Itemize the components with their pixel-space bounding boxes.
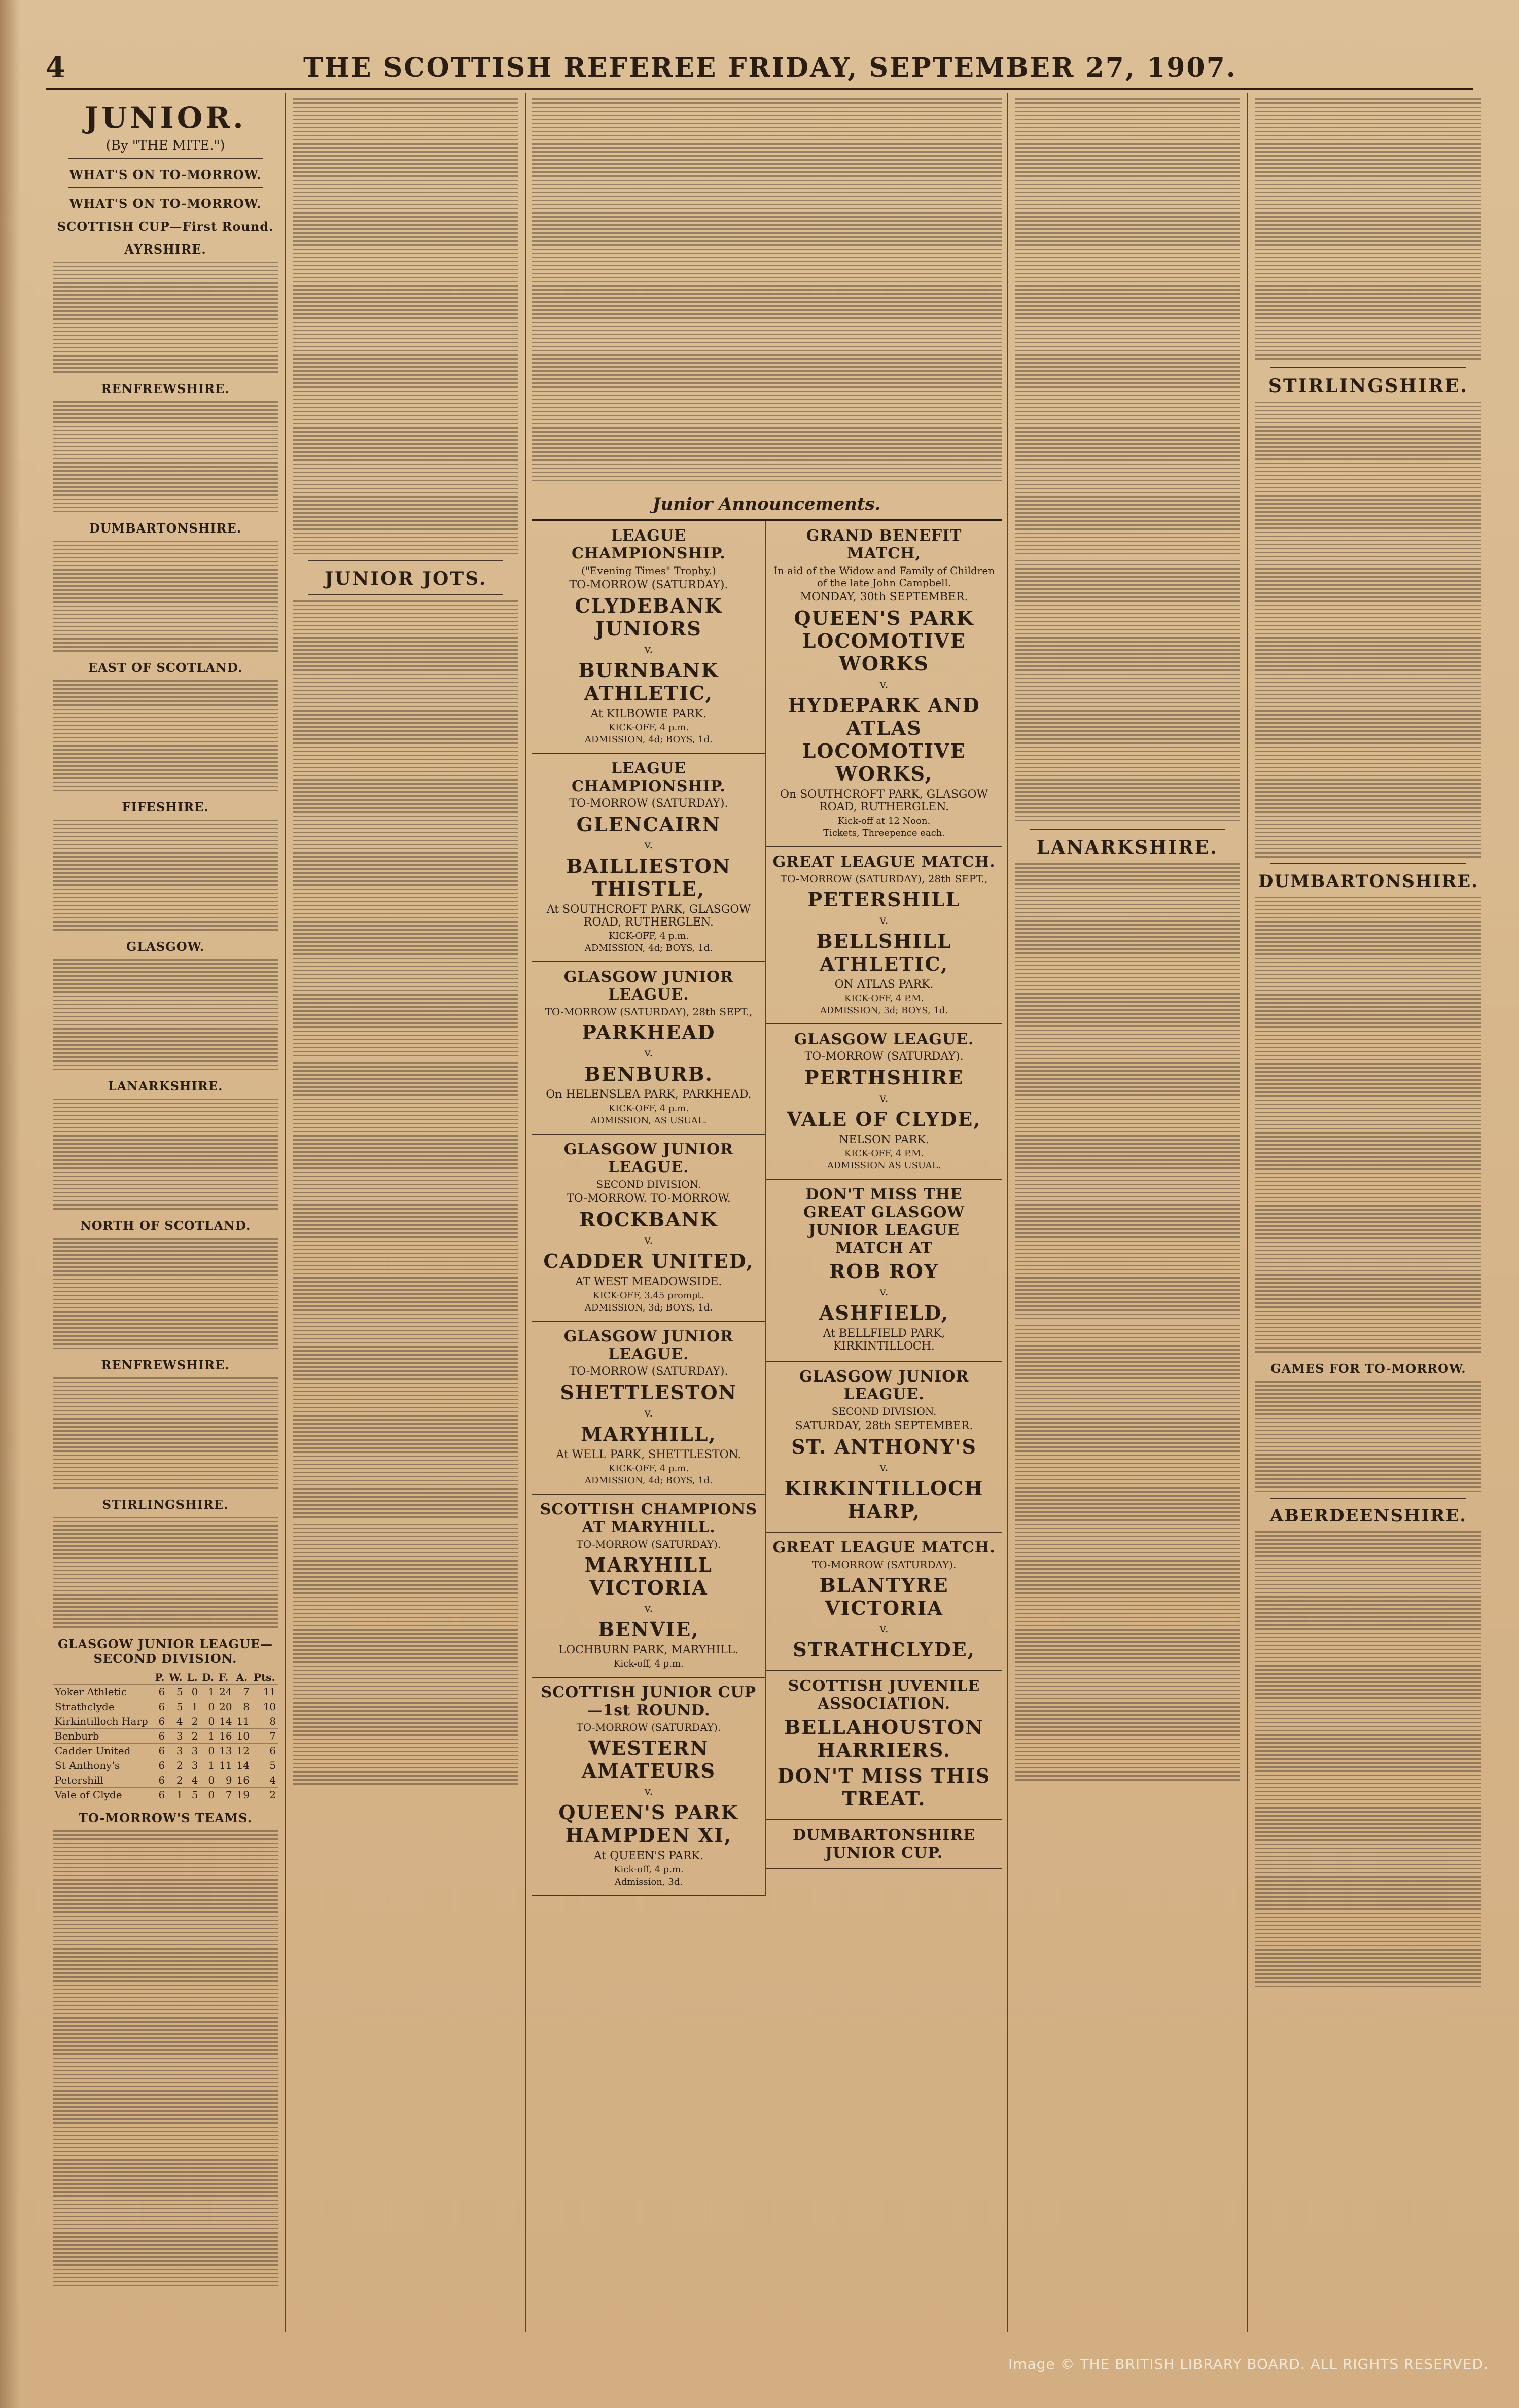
venue: LOCHBURN PARK, MARYHILL. — [558, 1644, 739, 1656]
region-heading: STIRLINGSHIRE. — [102, 1497, 229, 1512]
divider — [68, 158, 263, 159]
lanarkshire-text — [1015, 1325, 1240, 1781]
region-heading: RENFREWSHIRE. — [101, 381, 230, 396]
versus: v. — [879, 1286, 889, 1298]
kick-off: Kick-off, 4 p.m. — [614, 1658, 684, 1669]
region-heading: LANARKSHIRE. — [108, 1079, 223, 1093]
advert-date: TO-MORROW (SATURDAY). — [804, 1050, 964, 1063]
admission: ADMISSION, 4d; BOYS, 1d. — [584, 943, 713, 953]
advert-title: DUMBARTONSHIRE JUNIOR CUP. — [792, 1826, 976, 1862]
advert-subtitle: TO-MORROW (SATURDAY), 28th SEPT., — [780, 873, 988, 885]
advert-subtitle: TO-MORROW (SATURDAY). — [576, 1538, 721, 1550]
advert-date: TO-MORROW (SATURDAY). — [569, 579, 728, 591]
versus: v. — [644, 643, 653, 656]
stat-cell: 1 — [200, 1685, 217, 1699]
match-advert — [532, 1495, 765, 1678]
region-heading: DUMBARTONSHIRE. — [89, 521, 242, 536]
stat-cell: 10 — [234, 1729, 252, 1744]
whats-on-heading: WHAT'S ON TO-MORROW. — [69, 167, 262, 182]
admission: ADMISSION, 3d; BOYS, 1d. — [584, 1302, 713, 1313]
stat-cell: 14 — [234, 1758, 252, 1773]
advert-subtitle: TO-MORROW (SATURDAY), 28th SEPT., — [545, 1006, 753, 1018]
advert-subtitle: In aid of the Widow and Family of Children of the late John Campbell. — [773, 564, 995, 589]
venue: At QUEEN'S PARK. — [593, 1850, 703, 1862]
stat-cell: 2 — [185, 1714, 200, 1729]
stat-cell: 1 — [200, 1758, 217, 1773]
column-6 — [1248, 93, 1489, 2332]
advert-title: SCOTTISH CHAMPIONS AT MARYHILL. — [540, 1501, 758, 1536]
stat-cell: 1 — [167, 1788, 185, 1802]
region-heading: EAST OF SCOTLAND. — [88, 660, 243, 675]
venue: NELSON PARK. — [839, 1134, 930, 1146]
advert-subtitle: TO-MORROW (SATURDAY). — [576, 1721, 721, 1733]
advert-title: SCOTTISH JUVENILE ASSOCIATION. — [788, 1677, 980, 1713]
divider — [1270, 367, 1466, 368]
away-team: STRATHCLYDE, — [793, 1638, 975, 1661]
away-team: KIRKINTILLOCH HARP, — [784, 1477, 984, 1522]
jots-text — [293, 1062, 518, 1518]
stat-cell: 10 — [252, 1699, 278, 1714]
divider — [308, 594, 503, 595]
team-name: Kirkintilloch Harp — [53, 1714, 153, 1729]
team-name: Strathclyde — [53, 1699, 153, 1714]
away-team: MARYHILL, — [581, 1423, 717, 1445]
table-row — [53, 1773, 278, 1788]
versus: v. — [879, 1461, 889, 1474]
fixture-list — [53, 401, 278, 513]
team-name: Cadder United — [53, 1744, 153, 1758]
advert-subtitle: ("Evening Times" Trophy.) — [581, 564, 716, 577]
fixture-list — [53, 1099, 278, 1210]
stat-cell: 8 — [252, 1714, 278, 1729]
match-advert — [766, 847, 1001, 1024]
stat-cell: 12 — [234, 1744, 252, 1758]
stat-cell: 20 — [217, 1699, 234, 1714]
stat-cell: 7 — [234, 1685, 252, 1699]
league-table — [53, 1670, 278, 1802]
divider — [1030, 829, 1225, 830]
col-header: L. — [185, 1670, 200, 1685]
kick-off: KICK-OFF, 4 p.m. — [608, 1463, 689, 1474]
versus: v. — [879, 1092, 889, 1105]
match-advert — [766, 521, 1001, 847]
admission: ADMISSION, AS USUAL. — [590, 1115, 707, 1126]
stat-cell: 11 — [217, 1758, 234, 1773]
team-name: Vale of Clyde — [53, 1788, 153, 1802]
stat-cell: 3 — [167, 1744, 185, 1758]
column-1 — [46, 93, 286, 2332]
cup-round-heading: SCOTTISH CUP—First Round. — [57, 219, 274, 234]
fixture-list — [53, 1377, 278, 1489]
away-team: CADDER UNITED, — [543, 1250, 754, 1272]
stat-cell: 5 — [252, 1758, 278, 1773]
home-team: ROB ROY — [829, 1260, 939, 1283]
table-row — [53, 1744, 278, 1758]
fixture-list — [53, 1238, 278, 1350]
admission: ADMISSION, 4d; BOYS, 1d. — [584, 1475, 713, 1486]
stat-cell: 0 — [200, 1788, 217, 1802]
col-header: F. — [217, 1670, 234, 1685]
divider — [308, 560, 503, 561]
stat-cell: 6 — [153, 1758, 167, 1773]
stat-cell: 3 — [185, 1744, 200, 1758]
home-team: PERTHSHIRE — [804, 1066, 964, 1089]
admission: Tickets, Threepence each. — [823, 828, 945, 838]
stat-cell: 5 — [167, 1685, 185, 1699]
column-text-top — [532, 98, 1001, 484]
home-team: WESTERN AMATEURS — [581, 1737, 716, 1782]
col-header: W. — [167, 1670, 185, 1685]
table-row — [53, 1699, 278, 1714]
aberdeenshire-title: ABERDEENSHIRE. — [1269, 1506, 1467, 1526]
match-advert — [532, 1322, 765, 1495]
home-team: BLANTYRE VICTORIA — [819, 1574, 949, 1619]
stat-cell: 7 — [217, 1788, 234, 1802]
versus: v. — [644, 1234, 653, 1247]
page-number: 4 — [46, 51, 67, 84]
teams-text — [53, 1830, 278, 2287]
versus: v. — [879, 1622, 889, 1635]
whats-on-heading-2: WHAT'S ON TO-MORROW. — [69, 196, 262, 211]
fixture-list — [53, 541, 278, 652]
match-advert — [766, 1024, 1001, 1180]
match-advert — [532, 754, 765, 962]
stat-cell: 2 — [185, 1729, 200, 1744]
advert-title: LEAGUE CHAMPIONSHIP. — [571, 760, 726, 795]
venue: On SOUTHCROFT PARK, GLASGOW ROAD, RUTHERGLEN. — [780, 788, 988, 813]
table-row — [53, 1758, 278, 1773]
jots-text — [293, 600, 518, 1057]
stat-cell: 9 — [217, 1773, 234, 1788]
lanarkshire-text — [1015, 863, 1240, 1320]
fixture-list — [53, 959, 278, 1071]
venue: On HELENSLEA PARK, PARKHEAD. — [546, 1088, 752, 1101]
stat-cell: 6 — [153, 1685, 167, 1699]
stat-cell: 2 — [252, 1788, 278, 1802]
masthead: THE SCOTTISH REFEREE FRIDAY, SEPTEMBER 27, 1907. — [303, 52, 1237, 83]
venue: At SOUTHCROFT PARK, GLASGOW ROAD, RUTHERGLEN. — [546, 903, 751, 929]
advert-title: GLASGOW JUNIOR LEAGUE. — [563, 1141, 734, 1176]
team-name: Petershill — [53, 1773, 153, 1788]
stat-cell: 11 — [234, 1714, 252, 1729]
match-advert — [532, 1135, 765, 1322]
away-team: BENBURB. — [584, 1063, 713, 1085]
advert-subtitle: SECOND DIVISION. — [596, 1178, 701, 1190]
home-team: MARYHILL VICTORIA — [584, 1553, 713, 1599]
match-advert — [766, 1180, 1001, 1362]
fixture-list — [53, 820, 278, 931]
versus: v. — [644, 839, 653, 852]
venue: AT WEST MEADOWSIDE. — [575, 1276, 722, 1288]
stirlingshire-text — [1255, 402, 1481, 858]
fixture-list — [53, 262, 278, 373]
continued-lineups — [293, 98, 518, 555]
dumbartonshire-title: DUMBARTONSHIRE. — [1258, 871, 1478, 892]
match-advert — [766, 1671, 1001, 1820]
page-fold-shadow — [0, 0, 20, 2408]
junior-title: JUNIOR. — [84, 100, 246, 135]
aberdeenshire-text — [1255, 1531, 1481, 1988]
stat-cell: 4 — [252, 1773, 278, 1788]
announcements-grid — [532, 521, 1001, 1896]
col-header: P. — [153, 1670, 167, 1685]
home-team: ROCKBANK — [579, 1208, 718, 1231]
teams-heading: TO-MORROW'S TEAMS. — [79, 1811, 253, 1825]
stirlingshire-title: STIRLINGSHIRE. — [1268, 375, 1468, 397]
home-team: CLYDEBANK JUNIORS — [575, 594, 723, 640]
announcements-block — [526, 93, 1007, 2332]
versus: v. — [644, 1785, 653, 1798]
stat-cell: 3 — [185, 1758, 200, 1773]
games-heading: GAMES FOR TO-MORROW. — [1270, 1361, 1466, 1376]
col-header: D. — [200, 1670, 217, 1685]
stat-cell: 8 — [234, 1699, 252, 1714]
table-row — [53, 1714, 278, 1729]
stat-cell: 16 — [217, 1729, 234, 1744]
page-header — [46, 47, 1473, 90]
stat-cell: 5 — [167, 1699, 185, 1714]
advert-title: GREAT LEAGUE MATCH. — [772, 853, 996, 871]
stat-cell: 3 — [167, 1729, 185, 1744]
jots-title: JUNIOR JOTS. — [325, 568, 487, 589]
announcements-title: Junior Announcements. — [532, 489, 1001, 521]
stat-cell: 1 — [185, 1699, 200, 1714]
column-text — [1255, 98, 1481, 362]
away-team: VALE OF CLYDE, — [787, 1108, 981, 1130]
match-advert — [532, 521, 765, 754]
jots-text — [293, 1524, 518, 1787]
team-name: St Anthony's — [53, 1758, 153, 1773]
stat-cell: 1 — [200, 1729, 217, 1744]
versus: v. — [879, 914, 889, 927]
junior-byline: (By "THE MITE.") — [105, 138, 225, 153]
admission: ADMISSION AS USUAL. — [827, 1160, 941, 1171]
divider — [1270, 863, 1466, 864]
stat-cell: 7 — [252, 1729, 278, 1744]
kick-off: Kick-off at 12 Noon. — [837, 816, 931, 826]
home-team: QUEEN'S PARK LOCOMOTIVE WORKS — [794, 607, 974, 675]
stat-cell: 0 — [200, 1699, 217, 1714]
versus: v. — [644, 1602, 653, 1615]
table-row — [53, 1788, 278, 1802]
admission: Admission, 3d. — [614, 1876, 683, 1887]
ads-right-column — [766, 521, 1001, 1896]
advert-title: GLASGOW JUNIOR LEAGUE. — [563, 968, 734, 1004]
stat-cell: 2 — [167, 1773, 185, 1788]
kick-off: KICK-OFF, 3.45 prompt. — [593, 1290, 704, 1301]
stat-cell: 4 — [167, 1714, 185, 1729]
stat-cell: 6 — [153, 1729, 167, 1744]
advert-date: TO-MORROW (SATURDAY). — [569, 1365, 728, 1378]
column-text — [1015, 560, 1240, 824]
away-team: BENVIE, — [598, 1618, 699, 1641]
home-team: BELLAHOUSTON HARRIERS. — [784, 1716, 984, 1761]
home-team: PARKHEAD — [582, 1021, 716, 1044]
stat-cell: 5 — [185, 1788, 200, 1802]
team-name: Yoker Athletic — [53, 1685, 153, 1699]
stat-cell: 2 — [167, 1758, 185, 1773]
away-team: BELLSHILL ATHLETIC, — [816, 930, 952, 975]
away-team: BURNBANK ATHLETIC, — [578, 659, 719, 704]
divider — [68, 187, 263, 188]
stat-cell: 0 — [200, 1773, 217, 1788]
lanarkshire-title: LANARKSHIRE. — [1036, 837, 1218, 858]
away-team: QUEEN'S PARK HAMPDEN XI, — [558, 1801, 739, 1847]
venue: At KILBOWIE PARK. — [590, 707, 707, 720]
league-table-header — [53, 1670, 278, 1685]
image-credit: Image © THE BRITISH LIBRARY BOARD. ALL RIGHTS RESERVED. — [1008, 2356, 1489, 2372]
stat-cell: 6 — [153, 1699, 167, 1714]
advert-title: LEAGUE CHAMPIONSHIP. — [571, 527, 726, 562]
advert-title: GLASGOW JUNIOR LEAGUE. — [563, 1328, 734, 1363]
stat-cell: 0 — [200, 1744, 217, 1758]
advert-subtitle: SECOND DIVISION. — [831, 1405, 937, 1418]
venue: ON ATLAS PARK. — [834, 978, 934, 991]
admission: ADMISSION, 3d; BOYS, 1d. — [820, 1005, 948, 1016]
match-advert — [532, 1678, 765, 1896]
advert-title: GLASGOW LEAGUE. — [794, 1031, 974, 1048]
advert-date: TO-MORROW (SATURDAY). — [569, 797, 728, 810]
home-team: ST. ANTHONY'S — [791, 1435, 977, 1458]
advert-date: MONDAY, 30th SEPTEMBER. — [800, 591, 968, 604]
table-row — [53, 1729, 278, 1744]
advert-date: TO-MORROW. TO-MORROW. — [566, 1192, 731, 1205]
match-advert — [766, 1362, 1001, 1533]
fixture-list — [53, 680, 278, 792]
col-header: Pts. — [252, 1670, 278, 1685]
league-table-title: GLASGOW JUNIOR LEAGUE—SECOND DIVISION. — [57, 1637, 273, 1666]
kick-off: KICK-OFF, 4 p.m. — [608, 931, 689, 941]
versus: v. — [644, 1407, 653, 1420]
venue: At WELL PARK, SHETTLESTON. — [556, 1448, 741, 1461]
match-advert — [766, 1820, 1001, 1869]
away-team: HYDEPARK AND ATLAS LOCOMOTIVE WORKS, — [788, 694, 980, 785]
advert-title: GLASGOW JUNIOR LEAGUE. — [799, 1368, 969, 1403]
advert-title: GREAT LEAGUE MATCH. — [772, 1539, 996, 1556]
away-team: DON'T MISS THIS TREAT. — [777, 1764, 991, 1810]
region-heading: NORTH OF SCOTLAND. — [80, 1218, 251, 1233]
region-heading: FIFESHIRE. — [122, 800, 209, 815]
stat-cell: 11 — [252, 1685, 278, 1699]
match-advert — [766, 1533, 1001, 1671]
stat-cell: 0 — [200, 1714, 217, 1729]
stat-cell: 24 — [217, 1685, 234, 1699]
stat-cell: 6 — [153, 1714, 167, 1729]
kick-off: KICK-OFF, 4 p.m. — [608, 1103, 689, 1114]
home-team: PETERSHILL — [807, 888, 961, 911]
dumbartonshire-text — [1255, 897, 1481, 1353]
column-text — [1015, 98, 1240, 555]
divider — [1270, 1498, 1466, 1499]
stat-cell: 16 — [234, 1773, 252, 1788]
admission: ADMISSION, 4d; BOYS, 1d. — [584, 734, 713, 745]
region-heading: GLASGOW. — [126, 939, 205, 954]
advert-title: DON'T MISS THE GREAT GLASGOW JUNIOR LEAGUE MATCH AT — [803, 1186, 965, 1257]
away-team: ASHFIELD, — [819, 1301, 949, 1324]
venue: At BELLFIELD PARK, KIRKINTILLOCH. — [823, 1327, 945, 1353]
games-list — [1255, 1381, 1481, 1493]
stat-cell: 14 — [217, 1714, 234, 1729]
fixture-list — [53, 1517, 278, 1628]
stat-cell: 13 — [217, 1744, 234, 1758]
away-team: BAILLIESTON THISTLE, — [566, 855, 731, 900]
home-team: SHETTLESTON — [560, 1381, 737, 1404]
table-row — [53, 1685, 278, 1699]
stat-cell: 6 — [153, 1773, 167, 1788]
match-advert — [532, 962, 765, 1135]
kick-off: KICK-OFF, 4 P.M. — [844, 993, 924, 1004]
region-heading: RENFREWSHIRE. — [101, 1358, 230, 1372]
stat-cell: 6 — [153, 1788, 167, 1802]
ads-left-column — [532, 521, 766, 1896]
col-header — [53, 1670, 153, 1685]
versus: v. — [644, 1047, 653, 1059]
kick-off: KICK-OFF, 4 p.m. — [608, 722, 689, 733]
team-name: Benburb — [53, 1729, 153, 1744]
stat-cell: 6 — [252, 1744, 278, 1758]
column-2 — [286, 93, 526, 2332]
kick-off: Kick-off, 4 p.m. — [614, 1864, 684, 1875]
stat-cell: 6 — [153, 1744, 167, 1758]
stat-cell: 4 — [185, 1773, 200, 1788]
stat-cell: 19 — [234, 1788, 252, 1802]
advert-title: GRAND BENEFIT MATCH, — [806, 527, 962, 562]
advert-date: SATURDAY, 28th SEPTEMBER. — [795, 1420, 973, 1432]
column-5 — [1008, 93, 1248, 2332]
versus: v. — [879, 678, 889, 691]
advert-subtitle: TO-MORROW (SATURDAY). — [811, 1559, 957, 1571]
col-header: A. — [234, 1670, 252, 1685]
region-heading: AYRSHIRE. — [124, 242, 206, 257]
home-team: GLENCAIRN — [576, 813, 721, 836]
columns — [46, 93, 1489, 2332]
advert-title: SCOTTISH JUNIOR CUP—1st ROUND. — [541, 1684, 757, 1719]
kick-off: KICK-OFF, 4 P.M. — [844, 1148, 924, 1159]
stat-cell: 0 — [185, 1685, 200, 1699]
